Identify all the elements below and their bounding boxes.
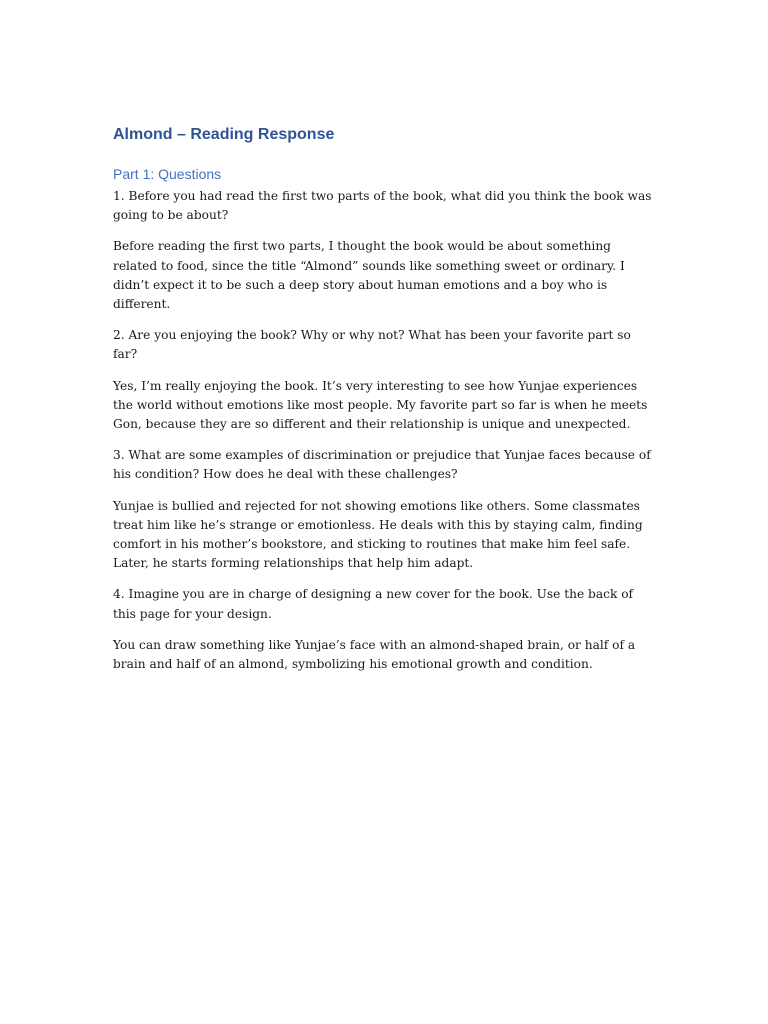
answer-1: Before reading the first two parts, I thought the book would be about something related to food, since the title “Almond” sounds like something sweet or ordinary. I didn’t expect it to be such a deep story about human emotions and a boy who is different. bbox=[113, 239, 625, 312]
answer-2: Yes, I’m really enjoying the book. It’s very interesting to see how Yunjae experiences the world without emotions like most people. My favorite part so far is when he meets Gon, because they are so different and their relationship is unique and unexpected. bbox=[113, 378, 648, 432]
answer-4: You can draw something like Yunjae’s face with an almond-shaped brain, or half of a brain and half of an almond, symbolizing his emotional growth and condition. bbox=[113, 637, 636, 672]
question-3: 3. What are some examples of discrimination or prejudice that Yunjae faces because of his condition? How does he deal with these challenges? bbox=[113, 448, 651, 482]
document-title: Almond – Reading Response bbox=[113, 126, 335, 143]
question-1: 1. Before you had read the first two parts of the book, what did you think the book was going to be about? bbox=[113, 189, 652, 223]
question-2: 2. Are you enjoying the book? Why or why not? What has been your favorite part so far? bbox=[113, 328, 631, 362]
section-heading: Part 1: Questions bbox=[113, 166, 222, 182]
answer-3: Yunjae is bullied and rejected for not showing emotions like others. Some classmates treat him like he’s strange or emotionless. He deals with this by staying calm, finding comfort in his mother’s bookstore, and sticking to routines that make him feel safe. Later, he starts forming relationships that help him adapt. bbox=[113, 498, 643, 571]
question-4: 4. Imagine you are in charge of designing a new cover for the book. Use the back of this page for your design. bbox=[113, 587, 634, 621]
document-page bbox=[113, 124, 658, 686]
